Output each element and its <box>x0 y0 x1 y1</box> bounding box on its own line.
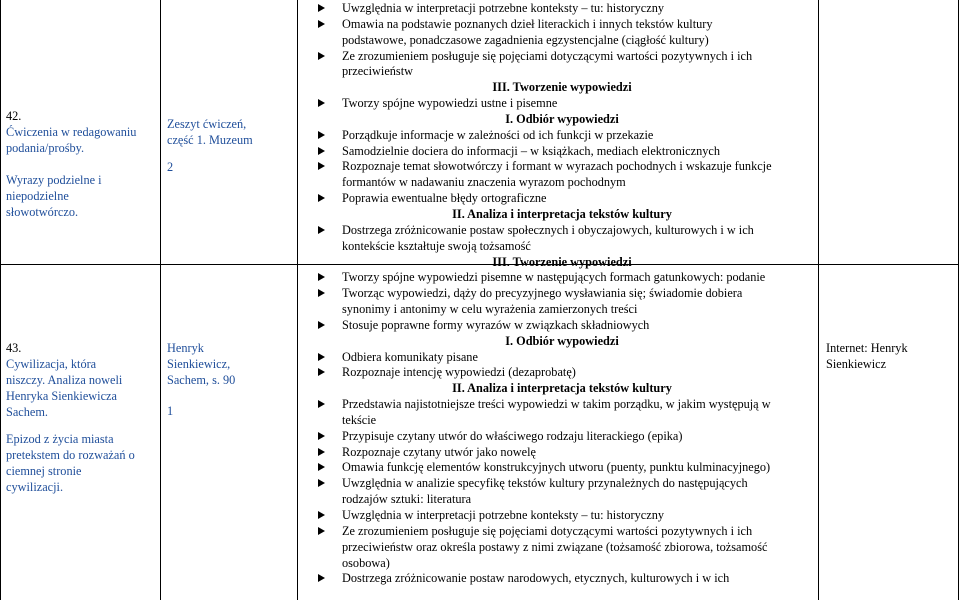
lesson-number: 43. <box>6 341 22 355</box>
material-line: część 1. Muzeum <box>167 133 253 147</box>
requirement-text: Rozpoznaje temat słowotwórczy i formant w wyrazach pochodnych i wskazuje funkcje <box>342 159 772 174</box>
lesson-43-materials <box>167 340 295 419</box>
hours-count: 2 <box>167 160 174 174</box>
requirement-text: Tworzy spójne wypowiedzi ustne i pisemne <box>342 96 558 111</box>
requirement-text: Przedstawia najistotniejsze treści wypowiedzi w takim porządku, w jakim występują w <box>342 397 771 412</box>
requirement-item <box>312 143 812 159</box>
material-line: Sienkiewicz, <box>167 357 231 371</box>
requirement-item <box>312 222 812 238</box>
requirement-text: Samodzielnie dociera do informacji – w książkach, mediach elektronicznych <box>342 143 720 158</box>
requirement-text: podstawowe, ponadczasowe zagadnienia egzystencjalne (ciągłość kultury) <box>342 32 709 47</box>
requirement-text: III. Tworzenie wypowiedzi <box>492 80 632 95</box>
requirement-text: III. Tworzenie wypowiedzi <box>492 254 632 269</box>
requirement-continuation <box>312 63 812 79</box>
requirement-text: osobowa) <box>342 555 390 570</box>
column-divider <box>818 0 819 600</box>
requirement-text: Tworząc wypowiedzi, dąży do precyzyjnego wysławiania się; świadomie dobiera <box>342 286 743 301</box>
requirement-item <box>312 190 812 206</box>
requirement-text: synonimy i antonimy w celu wyrażenia zamierzonych treści <box>342 302 638 317</box>
lesson-43-resources <box>826 340 954 372</box>
requirement-item <box>312 570 812 586</box>
requirement-item <box>312 349 812 365</box>
requirement-text: Uwzględnia w interpretacji potrzebne konteksty – tu: historyczny <box>342 1 665 15</box>
requirement-continuation <box>312 238 812 254</box>
requirement-item <box>312 444 812 460</box>
requirement-text: Dostrzega zróżnicowanie postaw narodowych, etycznych, kulturowych i w ich <box>342 571 730 586</box>
requirement-item <box>312 523 812 539</box>
lesson-subtitle-line: pretekstem do rozważań o <box>6 448 135 462</box>
requirement-item <box>312 269 812 285</box>
column-divider <box>160 0 161 600</box>
requirement-text: Tworzy spójne wypowiedzi pisemne w następujących formach gatunkowych: podanie <box>342 270 766 285</box>
lesson-subtitle-line: słowotwórczo. <box>6 205 79 219</box>
requirement-text: Odbiera komunikaty pisane <box>342 349 478 364</box>
requirement-text: przeciwieństw <box>342 64 414 79</box>
requirement-continuation <box>312 32 812 48</box>
requirement-text: Rozpoznaje czytany utwór jako nowelę <box>342 444 536 459</box>
requirement-text: Ze zrozumieniem posługuje się pojęciami dotyczącymi wartości pozytywnych i ich <box>342 48 753 63</box>
requirement-item <box>312 16 812 32</box>
requirement-item <box>312 459 812 475</box>
requirement-text: Omawia funkcję elementów konstrukcyjnych utworu (puenty, punktu kulminacyjnego) <box>342 460 771 475</box>
requirement-item <box>312 48 812 64</box>
requirement-item <box>312 127 812 143</box>
section-heading <box>312 333 812 349</box>
lesson-subtitle-line: cywilizacji. <box>6 480 64 494</box>
requirement-text: Stosuje poprawne formy wyrazów w związkach składniowych <box>342 317 650 332</box>
material-line: Henryk <box>167 341 204 355</box>
hours-count: 1 <box>167 404 174 418</box>
requirement-text: Ze zrozumieniem posługuje się pojęciami dotyczącymi wartości pozytywnych i ich <box>342 523 753 538</box>
requirement-text: Porządkuje informacje w zależności od ich funkcji w przekazie <box>342 127 654 142</box>
lesson-number: 42. <box>6 109 22 123</box>
requirement-text: II. Analiza i interpretacja tekstów kultury <box>452 381 672 396</box>
table-border-left <box>0 0 1 600</box>
lesson-42-cell <box>6 108 156 220</box>
requirement-text: formantów w nadawaniu znaczenia wyrazom pochodnym <box>342 175 626 190</box>
section-heading <box>312 380 812 396</box>
requirement-continuation <box>312 301 812 317</box>
requirement-text: I. Odbiór wypowiedzi <box>505 333 619 348</box>
requirement-text: Poprawia ewentualne błędy ortograficzne <box>342 191 547 206</box>
requirement-text: I. Odbiór wypowiedzi <box>505 111 619 126</box>
requirement-text: Przypisuje czytany utwór do właściwego rodzaju literackiego (epika) <box>342 428 683 443</box>
lesson-title-line: Henryka Sienkiewicza <box>6 389 117 403</box>
lesson-title-line: Sachem. <box>6 405 49 419</box>
requirement-item <box>312 364 812 380</box>
requirement-text: Uwzględnia w interpretacji potrzebne konteksty – tu: historyczny <box>342 508 665 522</box>
requirement-text: kontekście kształtuje swoją tożsamość <box>342 238 531 253</box>
requirement-continuation <box>312 412 812 428</box>
requirement-continuation <box>312 555 812 571</box>
lesson-subtitle-line: niepodzielne <box>6 189 69 203</box>
lesson-42-materials <box>167 116 295 175</box>
requirement-text: Dostrzega zróżnicowanie postaw społecznych i obyczajowych, kulturowych i w ich <box>342 222 754 237</box>
resource-line: Sienkiewicz <box>826 357 887 371</box>
requirement-text: II. Analiza i interpretacja tekstów kultury <box>452 206 672 221</box>
resource-line: Internet: Henryk <box>826 341 908 355</box>
curriculum-requirements <box>312 0 812 586</box>
lesson-subtitle-line: Epizod z życia miasta <box>6 432 114 446</box>
requirement-continuation <box>312 174 812 190</box>
lesson-title-line: niszczy. Analiza noweli <box>6 373 123 387</box>
requirement-item <box>312 317 812 333</box>
lesson-title-line: Ćwiczenia w redagowaniu <box>6 125 137 139</box>
requirement-item <box>312 158 812 174</box>
requirement-item <box>312 428 812 444</box>
lesson-subtitle-line: ciemnej stronie <box>6 464 82 478</box>
requirement-continuation <box>312 491 812 507</box>
requirement-item <box>312 0 812 16</box>
requirement-text: przeciwieństw oraz określa postawy z nimi związane (tożsamość zbiorowa, tożsamość <box>342 539 768 554</box>
requirement-text: tekście <box>342 412 377 427</box>
material-line: Zeszyt ćwiczeń, <box>167 117 247 131</box>
requirement-item <box>312 285 812 301</box>
lesson-43-cell <box>6 340 158 495</box>
requirement-item <box>312 396 812 412</box>
lesson-title-line: podania/prośby. <box>6 141 85 155</box>
requirement-text: Omawia na podstawie poznanych dzieł literackich i innych tekstów kultury <box>342 16 713 31</box>
lesson-subtitle-line: Wyrazy podzielne i <box>6 173 102 187</box>
requirement-text: Uwzględnia w analizie specyfikę tekstów kultury przynależnych do następujących <box>342 476 748 491</box>
section-heading <box>312 206 812 222</box>
requirement-item <box>312 95 812 111</box>
requirement-item <box>312 507 812 523</box>
requirement-item <box>312 475 812 491</box>
requirement-text: Rozpoznaje intencję wypowiedzi (dezaprobatę) <box>342 365 576 380</box>
column-divider <box>297 0 298 600</box>
section-heading <box>312 254 812 270</box>
requirement-continuation <box>312 539 812 555</box>
lesson-title-line: Cywilizacja, która <box>6 357 97 371</box>
material-line: Sachem, s. 90 <box>167 373 236 387</box>
requirement-text: rodzajów sztuki: literatura <box>342 492 472 507</box>
section-heading <box>312 79 812 95</box>
section-heading <box>312 111 812 127</box>
